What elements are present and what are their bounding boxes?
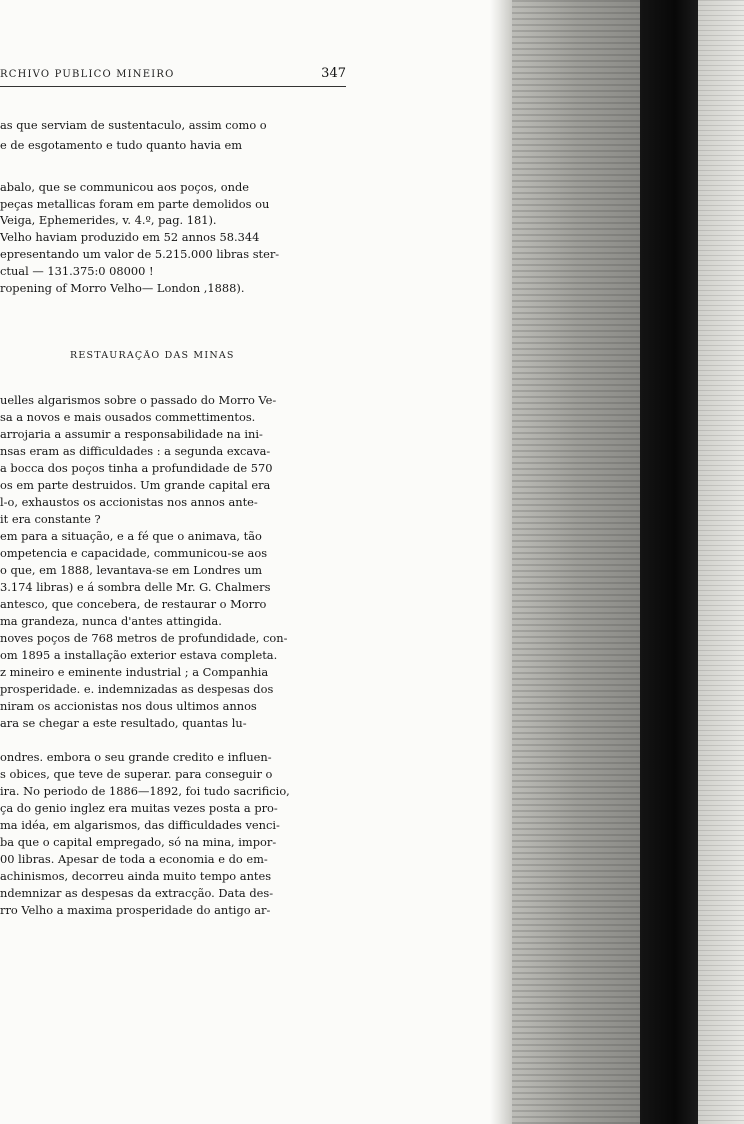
text-line: peças metallicas foram em parte demolidos ou [0,197,270,211]
text-line: ça do genio inglez era muitas vezes posta a pro- [0,801,278,815]
text-line: noves poços de 768 metros de profundidade, con- [0,631,288,645]
book-spine [640,0,698,1124]
text-line: 00 libras. Apesar de toda a economia e do em- [0,852,268,866]
text-line: nsas eram as difficuldades : a segunda excava- [0,444,271,458]
text-line: em para a situação, e a fé que o animava, tão [0,529,262,543]
text-line: niram os accionistas nos dous ultimos annos [0,699,257,713]
text-line: ma idéa, em algarismos, das difficuldades venci- [0,818,280,832]
text-line: antesco, que concebera, de restaurar o Morro [0,597,267,611]
text-line: arrojaria a assumir a responsabilidade na ini- [0,427,263,441]
citation-line: ropening of Morro Velho— London ,1888). [0,281,245,295]
page-gutter [490,0,512,1124]
text-line: l-o, exhaustos os accionistas nos annos ante- [0,495,258,509]
text-line: as que serviam de sustentaculo, assim como o [0,118,267,132]
text-line: ara se chegar a este resultado, quantas lu- [0,716,247,730]
text-line: os em parte destruidos. Um grande capital era [0,478,271,492]
text-line: o que, em 1888, levantava-se em Londres um [0,563,263,577]
text-line: sa a novos e mais ousados commettimentos. [0,410,256,424]
text-line: ndemnizar as despesas da extracção. Data des- [0,886,274,900]
text-line: ompetencia e capacidade, communicou-se aos [0,546,268,560]
text-line: prosperidade. e. indemnizadas as despesas dos [0,682,274,696]
page-header [0,66,346,87]
outer-page-edge [698,0,744,1124]
running-head: RCHIVO PUBLICO MINEIRO [0,69,175,80]
text-line: rro Velho a maxima prosperidade do antigo ar- [0,903,271,917]
text-line: ba que o capital empregado, só na mina, impor- [0,835,277,849]
text-line: s obices, que teve de superar. para conseguir o [0,767,273,781]
text-line: achinismos, decorreu ainda muito tempo antes [0,869,272,883]
text-line: 3.174 libras) e á sombra delle Mr. G. Chalmers [0,580,271,594]
text-line: abalo, que se communicou aos poços, onde [0,180,249,194]
page-edge [512,0,640,1124]
text-line: a bocca dos poços tinha a profundidade de 570 [0,461,273,475]
text-line: uelles algarismos sobre o passado do Morro Ve- [0,393,277,407]
text-line: it era constante ? [0,512,101,526]
text-line: z mineiro e eminente industrial ; a Companhia [0,665,269,679]
text-line: ira. No periodo de 1886—1892, foi tudo sacrificio, [0,784,290,798]
text-line: Veiga, Ephemerides, v. 4.º, pag. 181). [0,213,217,227]
text-line: Velho haviam produzido em 52 annos 58.344 [0,230,260,244]
text-line: ondres. embora o seu grande credito e influen- [0,750,272,764]
section-title: RESTAURAÇÃO DAS MINAS [70,350,235,361]
text-line: e de esgotamento e tudo quanto havia em [0,138,243,152]
text-line: ctual — 131.375:0 08000 ! [0,264,154,278]
page-number: 347 [321,66,346,81]
text-line: ma grandeza, nunca d'antes attingida. [0,614,222,628]
text-line: epresentando um valor de 5.215.000 libras ster- [0,247,280,261]
text-line: om 1895 a installação exterior estava completa. [0,648,278,662]
